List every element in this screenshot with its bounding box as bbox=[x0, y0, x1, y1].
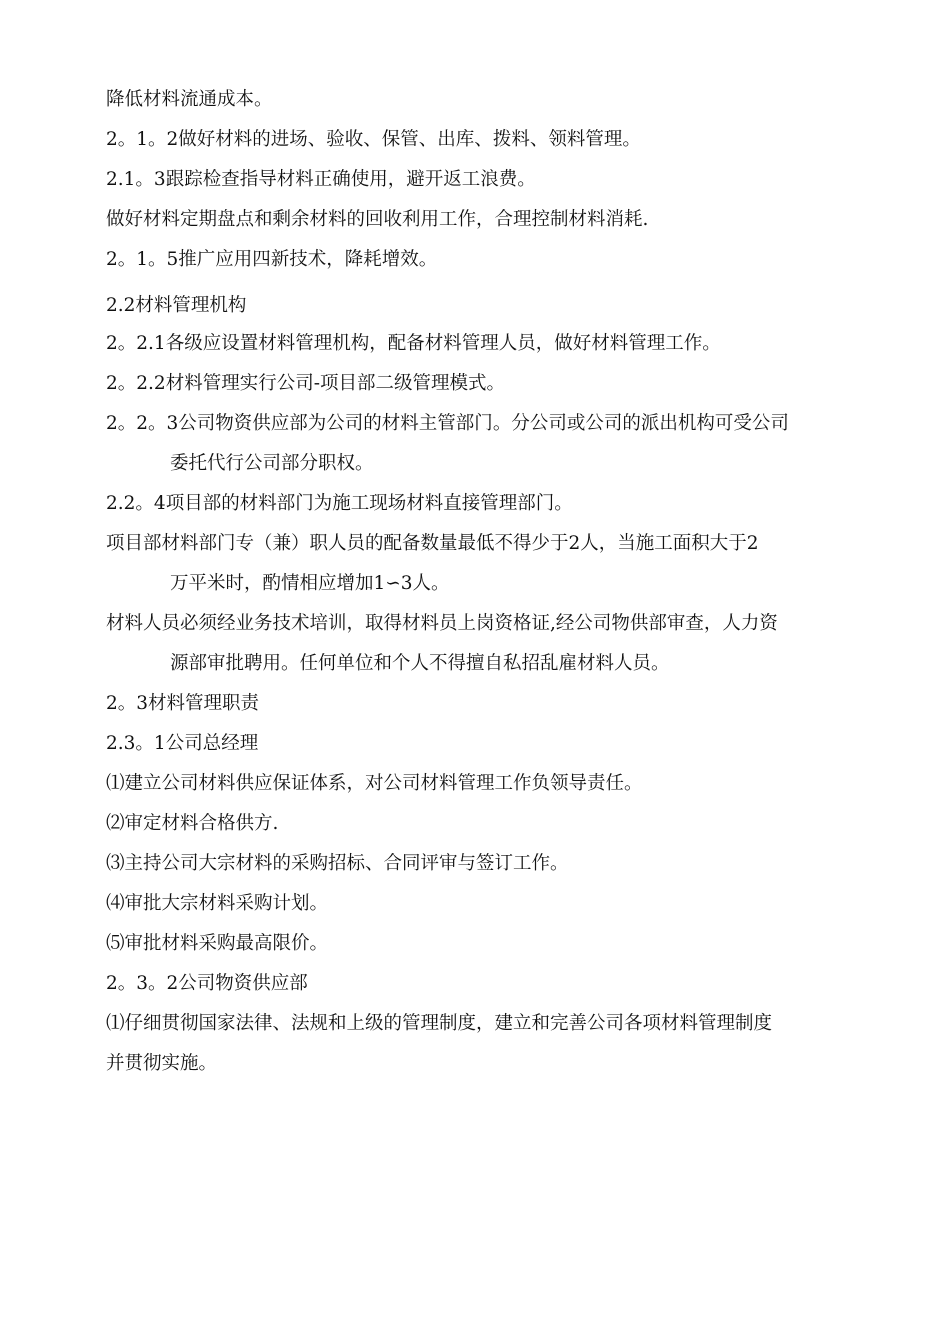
list-item: ⑶主持公司大宗材料的采购招标、合同评审与签订工作。 bbox=[106, 853, 569, 874]
text-line-continuation: 源部审批聘用。任何单位和个人不得擅自私招乱雇材料人员。 bbox=[170, 653, 670, 674]
text-line: 2。2。3公司物资供应部为公司的材料主管部门。分公司或公司的派出机构可受公司 bbox=[106, 413, 789, 434]
section-heading: 2.2材料管理机构 bbox=[106, 295, 247, 316]
text-line-continuation: 万平米时，酌情相应增加1∽3人。 bbox=[170, 573, 450, 594]
text-line: 材料人员必须经业务技术培训，取得材料员上岗资格证,经公司物供部审查，人力资 bbox=[106, 613, 778, 634]
text-line: 降低材料流通成本。 bbox=[106, 89, 273, 110]
subsection-heading: 2.3。1公司总经理 bbox=[106, 733, 259, 754]
section-heading: 2。3材料管理职责 bbox=[106, 693, 260, 714]
list-item: ⑵审定材料合格供方. bbox=[106, 813, 279, 834]
subsection-heading: 2。3。2公司物资供应部 bbox=[106, 973, 308, 994]
text-line: 2。2.1各级应设置材料管理机构，配备材料管理人员，做好材料管理工作。 bbox=[106, 333, 721, 354]
text-line: 2.1。3跟踪检查指导材料正确使用，避开返工浪费。 bbox=[106, 169, 536, 190]
list-item: ⑴建立公司材料供应保证体系，对公司材料管理工作负领导责任。 bbox=[106, 773, 643, 794]
list-item: ⑴仔细贯彻国家法律、法规和上级的管理制度，建立和完善公司各项材料管理制度 bbox=[106, 1013, 773, 1034]
text-line: 项目部材料部门专（兼）职人员的配备数量最低不得少于2人，当施工面积大于2 bbox=[106, 533, 759, 554]
text-line: 并贯彻实施。 bbox=[106, 1053, 218, 1074]
text-line: 2.2。4项目部的材料部门为施工现场材料直接管理部门。 bbox=[106, 493, 573, 514]
text-line-continuation: 委托代行公司部分职权。 bbox=[170, 453, 374, 474]
list-item: ⑷审批大宗材料采购计划。 bbox=[106, 893, 329, 914]
list-item: ⑸审批材料采购最高限价。 bbox=[106, 933, 329, 954]
text-line: 2。2.2材料管理实行公司-项目部二级管理模式。 bbox=[106, 373, 505, 394]
text-line: 2。1。5推广应用四新技术，降耗增效。 bbox=[106, 249, 438, 270]
text-line: 做好材料定期盘点和剩余材料的回收利用工作，合理控制材料消耗. bbox=[106, 209, 649, 230]
text-line: 2。1。2做好材料的进场、验收、保管、出库、拨料、领料管理。 bbox=[106, 129, 641, 150]
